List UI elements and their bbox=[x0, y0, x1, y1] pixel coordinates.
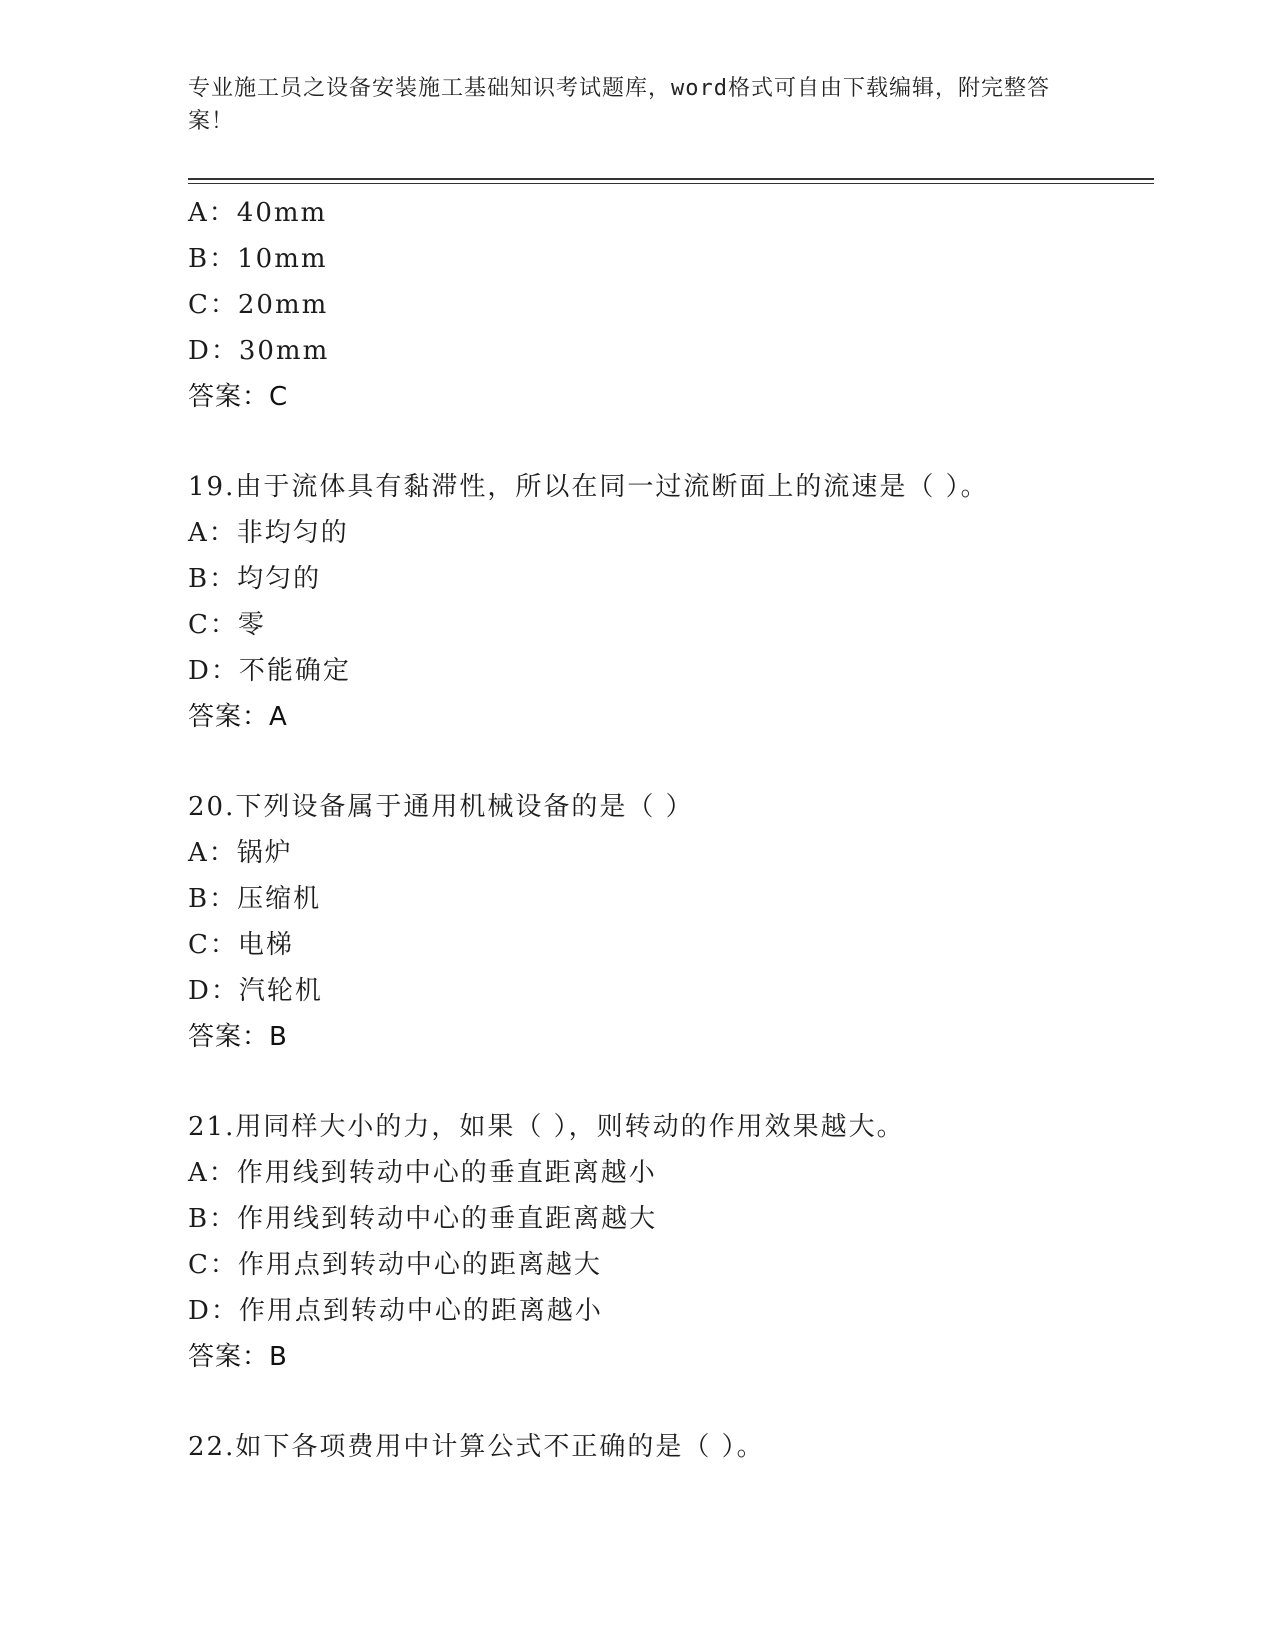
answer-line: 答案：B bbox=[188, 1022, 288, 1052]
question-list bbox=[188, 190, 1148, 1470]
option-c: C：作用点到转动中心的距离越大 bbox=[188, 1250, 602, 1280]
document-header: 专业施工员之设备安装施工基础知识考试题库，word格式可自由下载编辑，附完整答案！ bbox=[188, 76, 1050, 134]
option-c: C：电梯 bbox=[188, 930, 294, 960]
question-stem: 21.用同样大小的力，如果（ ），则转动的作用效果越大。 bbox=[188, 1112, 905, 1142]
option-d: D：作用点到转动中心的距离越小 bbox=[188, 1296, 603, 1326]
option-d: D：汽轮机 bbox=[188, 976, 323, 1006]
question-stem: 20.下列设备属于通用机械设备的是（ ） bbox=[188, 792, 694, 822]
option-d: D：30mm bbox=[188, 336, 330, 366]
option-a: A：作用线到转动中心的垂直距离越小 bbox=[188, 1158, 657, 1188]
header-divider-thin bbox=[188, 183, 1154, 184]
header-divider bbox=[188, 178, 1154, 180]
option-b: B：均匀的 bbox=[188, 564, 322, 594]
option-a: A：锅炉 bbox=[188, 838, 293, 868]
answer-line: 答案：B bbox=[188, 1342, 288, 1372]
answer-line: 答案：C bbox=[188, 382, 289, 412]
option-a: A：40mm bbox=[188, 198, 328, 228]
question-19 bbox=[188, 464, 1148, 740]
question-21 bbox=[188, 1104, 1148, 1380]
option-b: B：作用线到转动中心的垂直距离越大 bbox=[188, 1204, 658, 1234]
option-c: C：20mm bbox=[188, 290, 329, 320]
option-a: A：非均匀的 bbox=[188, 518, 349, 548]
answer-line: 答案：A bbox=[188, 702, 288, 732]
question-20 bbox=[188, 784, 1148, 1060]
question-22 bbox=[188, 1424, 1148, 1470]
question-stem: 22.如下各项费用中计算公式不正确的是（ ）。 bbox=[188, 1432, 765, 1462]
option-c: C：零 bbox=[188, 610, 266, 640]
option-b: B：10mm bbox=[188, 244, 328, 274]
question-stem: 19.由于流体具有黏滞性，所以在同一过流断面上的流速是（ ）。 bbox=[188, 472, 989, 502]
option-d: D：不能确定 bbox=[188, 656, 351, 686]
option-b: B：压缩机 bbox=[188, 884, 322, 914]
question-18-continued bbox=[188, 190, 1148, 420]
